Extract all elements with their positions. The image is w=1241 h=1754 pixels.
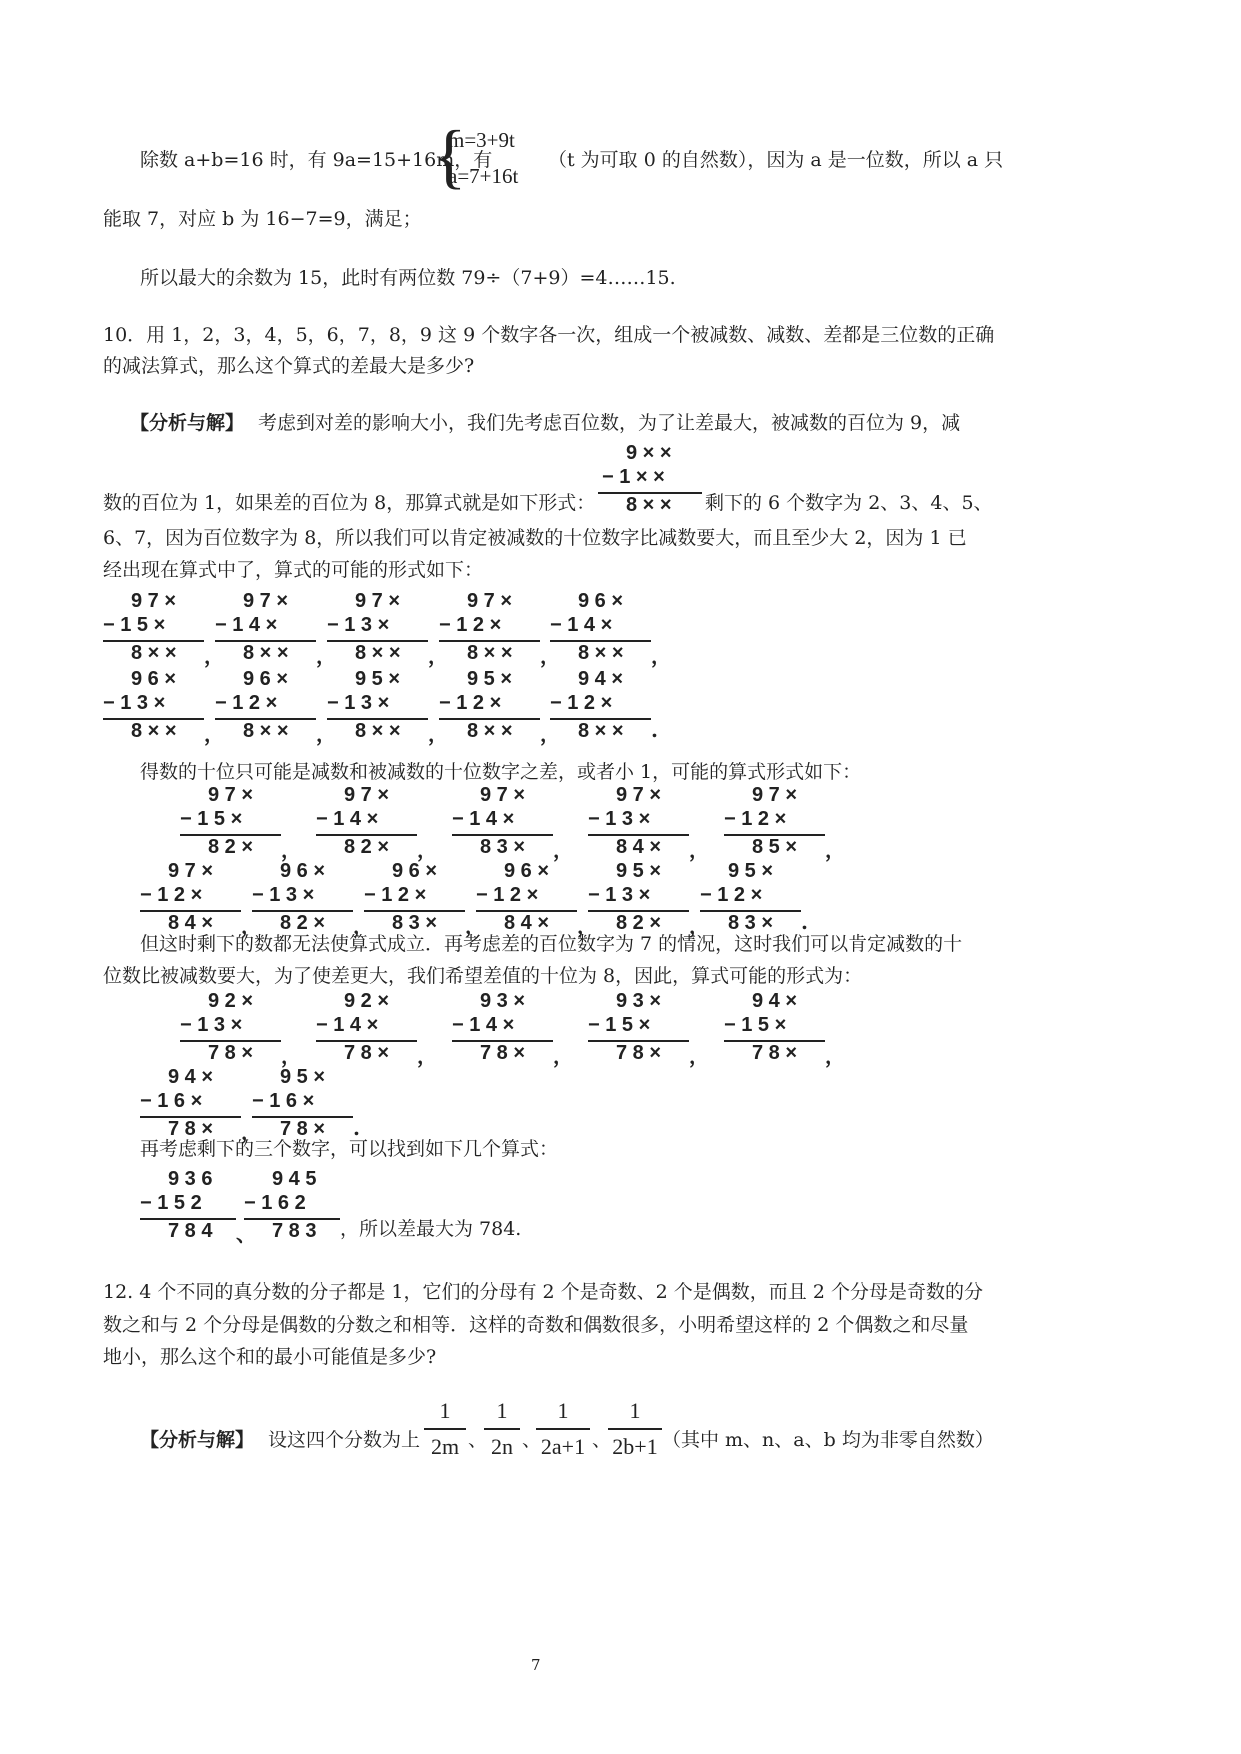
difference: 7 8 4 xyxy=(168,1220,213,1242)
subtraction-expression xyxy=(588,990,693,1068)
subtrahend: − 1 2 × xyxy=(439,692,502,714)
question-12-line: 地小，那么这个和的最小可能值是多少? xyxy=(103,1346,437,1368)
minuend: 9 4 × xyxy=(578,668,624,690)
minuend: 9 2 × xyxy=(344,990,390,1012)
subtrahend: − 1 2 × xyxy=(724,808,787,830)
subtrahend: − 1 2 × xyxy=(215,692,278,714)
text-line: 6、7，因为百位数字为 8，所以我们可以肯定被减数的十位数字比减数要大，而且至少大 2，因为 1 已 xyxy=(103,527,967,549)
minuend: 9 7 × xyxy=(616,784,662,806)
minuend: 9 6 × xyxy=(243,668,289,690)
analysis-tag: 【分析与解】 xyxy=(130,412,245,434)
separator-mark: ， xyxy=(316,722,336,746)
separator-mark: ， xyxy=(241,914,261,938)
minuend: 9 6 × xyxy=(280,860,326,882)
fraction xyxy=(608,1396,662,1462)
separator-mark: ， xyxy=(417,1044,437,1068)
difference: 7 8 × xyxy=(208,1042,254,1064)
denominator: 2b+1 xyxy=(612,1433,658,1459)
separator-mark: ， xyxy=(316,644,336,668)
subtraction-expression xyxy=(252,1066,357,1144)
text-line: 再考虑剩下的三个数字，可以找到如下几个算式： xyxy=(140,1138,559,1160)
subtrahend: − 1 3 × xyxy=(180,1014,243,1036)
subtraction-template xyxy=(598,440,708,520)
left-brace-icon: { xyxy=(432,116,467,196)
subtrahend: − 1 × × xyxy=(602,466,665,488)
minuend: 9 2 × xyxy=(208,990,254,1012)
subtraction-expression xyxy=(316,784,421,862)
minuend: 9 5 × xyxy=(728,860,774,882)
separator-mark: 、 xyxy=(236,1222,256,1246)
minuend: 9 6 × xyxy=(578,590,624,612)
subtraction-expression xyxy=(439,590,544,668)
difference: 7 8 × xyxy=(344,1042,390,1064)
subtrahend: − 1 4 × xyxy=(452,808,515,830)
denominator: 2n xyxy=(491,1433,513,1459)
question-10-line: 10．用 1，2，3，4，5，6，7，8，9 这 9 个数字各一次，组成一个被减数、减数、差都是三位数的正确 xyxy=(103,324,995,346)
subtraction-expression xyxy=(327,668,432,746)
minuend: 9 7 × xyxy=(243,590,289,612)
separator-mark: 、 xyxy=(592,1429,612,1451)
subtrahend: − 1 6 × xyxy=(140,1090,203,1112)
subtraction-expression xyxy=(316,990,421,1068)
separator-mark: ， xyxy=(540,722,560,746)
subtraction-expression xyxy=(588,860,693,938)
numerator: 1 xyxy=(629,1398,641,1423)
subtraction-expression xyxy=(180,784,285,862)
subtrahend: − 1 6 × xyxy=(252,1090,315,1112)
difference: 8 4 × xyxy=(616,836,662,858)
difference: 8 × × xyxy=(355,642,401,664)
denominator: 2m xyxy=(430,1433,460,1459)
denominator: 2a+1 xyxy=(540,1433,586,1459)
separator-mark: . xyxy=(651,718,658,742)
subtrahend: − 1 2 × xyxy=(140,884,203,906)
fraction-bar xyxy=(424,1428,466,1430)
difference: 8 × × xyxy=(467,720,513,742)
difference: 8 × × xyxy=(131,642,177,664)
analysis-tag: 【分析与解】 xyxy=(140,1429,255,1451)
subtraction-expression xyxy=(215,590,320,668)
subtraction-expression xyxy=(452,990,557,1068)
fraction xyxy=(536,1396,590,1462)
question-10-line: 的减法算式，那么这个算式的差最大是多少? xyxy=(103,355,475,377)
difference: 8 × × xyxy=(243,720,289,742)
difference: 8 2 × xyxy=(616,912,662,934)
subtrahend: − 1 6 2 xyxy=(244,1192,306,1214)
difference: 8 2 × xyxy=(208,836,254,858)
difference: 8 × × xyxy=(578,642,624,664)
minuend: 9 × × xyxy=(626,442,672,464)
difference: 8 4 × xyxy=(504,912,550,934)
difference: 7 8 × xyxy=(752,1042,798,1064)
difference: 8 4 × xyxy=(168,912,214,934)
subtrahend: − 1 5 × xyxy=(724,1014,787,1036)
subtrahend: − 1 3 × xyxy=(327,692,390,714)
difference: 8 × × xyxy=(467,642,513,664)
subtrahend: − 1 3 × xyxy=(588,884,651,906)
separator-mark: ， xyxy=(204,722,224,746)
separator-mark: ， xyxy=(825,838,845,862)
subtraction-expression xyxy=(140,1066,245,1144)
fraction xyxy=(424,1396,466,1462)
fraction-bar xyxy=(608,1428,662,1430)
subtrahend: − 1 3 × xyxy=(103,692,166,714)
minuend: 9 7 × xyxy=(208,784,254,806)
subtrahend: − 1 3 × xyxy=(327,614,390,636)
difference: 7 8 × xyxy=(616,1042,662,1064)
subtraction-expression xyxy=(550,668,655,746)
separator-mark: ， xyxy=(651,644,671,668)
minuend: 9 7 × xyxy=(355,590,401,612)
difference: 8 × × xyxy=(578,720,624,742)
minuend: 9 7 × xyxy=(480,784,526,806)
subtraction-expression xyxy=(103,590,208,668)
separator-mark: 、 xyxy=(468,1429,488,1451)
difference: 8 5 × xyxy=(752,836,798,858)
minuend: 9 4 5 xyxy=(272,1168,317,1190)
separator-mark: . xyxy=(801,910,808,934)
difference: 8 3 × xyxy=(392,912,438,934)
subtraction-expression xyxy=(103,668,208,746)
subtraction-expression xyxy=(700,860,805,938)
subtrahend: − 1 2 × xyxy=(550,692,613,714)
numerator: 1 xyxy=(496,1398,508,1423)
difference: 8 3 × xyxy=(480,836,526,858)
separator-mark: ， xyxy=(241,1120,261,1144)
text-line: 所以最大的余数为 15，此时有两位数 79÷（7+9）=4……15. xyxy=(140,267,676,289)
difference: 8 × × xyxy=(131,720,177,742)
subtrahend: − 1 4 × xyxy=(215,614,278,636)
difference: 8 × × xyxy=(243,642,289,664)
difference: 8 × × xyxy=(626,494,672,516)
separator-mark: ， xyxy=(540,644,560,668)
minuend: 9 3 × xyxy=(616,990,662,1012)
difference: 7 8 3 xyxy=(272,1220,317,1242)
separator-mark: ， xyxy=(353,914,373,938)
subtrahend: − 1 4 × xyxy=(316,1014,379,1036)
subtraction-expression xyxy=(244,1168,344,1246)
minuend: 9 5 × xyxy=(616,860,662,882)
subtraction-expression xyxy=(476,860,581,938)
minuend: 9 4 × xyxy=(752,990,798,1012)
subtraction-expression xyxy=(180,990,285,1068)
subtrahend: − 1 5 × xyxy=(103,614,166,636)
difference: 7 8 × xyxy=(480,1042,526,1064)
separator-mark: ， xyxy=(689,838,709,862)
minuend: 9 7 × xyxy=(467,590,513,612)
minuend: 9 6 × xyxy=(131,668,177,690)
question-12-line: 12. 4 个不同的真分数的分子都是 1，它们的分母有 2 个是奇数、2 个是偶数，而且 2 个分母是奇数的分 xyxy=(103,1281,983,1303)
subtrahend: − 1 5 × xyxy=(588,1014,651,1036)
minuend: 9 5 × xyxy=(467,668,513,690)
minuend: 9 3 × xyxy=(480,990,526,1012)
subtrahend: − 1 3 × xyxy=(588,808,651,830)
minuend: 9 5 × xyxy=(280,1066,326,1088)
text-line: 考虑到对差的影响大小，我们先考虑百位数，为了让差最大，被减数的百位为 9，减 xyxy=(258,412,961,434)
fraction xyxy=(484,1396,520,1462)
separator-mark: ， xyxy=(428,644,448,668)
subtrahend: − 1 2 × xyxy=(439,614,502,636)
separator-mark: ， xyxy=(689,1044,709,1068)
subtrahend: − 1 5 × xyxy=(180,808,243,830)
subtrahend: − 1 3 × xyxy=(252,884,315,906)
text-line: 能取 7，对应 b 为 16−7=9，满足； xyxy=(103,208,422,230)
difference: 7 8 × xyxy=(168,1118,214,1140)
separator-mark: ， xyxy=(689,914,709,938)
minuend: 9 6 × xyxy=(504,860,550,882)
subtraction-expression xyxy=(724,784,829,862)
separator-mark: ， xyxy=(825,1044,845,1068)
difference: 8 2 × xyxy=(344,836,390,858)
subtrahend: − 1 2 × xyxy=(364,884,427,906)
subtrahend: − 1 2 × xyxy=(476,884,539,906)
subtraction-expression xyxy=(724,990,829,1068)
difference: 8 3 × xyxy=(728,912,774,934)
subtraction-expression xyxy=(327,590,432,668)
text-line: 设这四个分数为上 xyxy=(268,1429,421,1451)
text-line: （其中 m、n、a、b 均为非零自然数） xyxy=(662,1429,994,1451)
numerator: 1 xyxy=(557,1398,569,1423)
minuend: 9 3 6 xyxy=(168,1168,213,1190)
separator-mark: ， xyxy=(465,914,485,938)
separator-mark: ， xyxy=(428,722,448,746)
subtrahend: − 1 4 × xyxy=(316,808,379,830)
text-line: 除数 a+b=16 时，有 9a=15+16m，有 xyxy=(140,149,493,171)
subtrahend: − 1 4 × xyxy=(452,1014,515,1036)
subtraction-expression xyxy=(140,1168,240,1246)
subtrahend: − 1 2 × xyxy=(700,884,763,906)
separator-mark: ， xyxy=(204,644,224,668)
separator-mark: 、 xyxy=(522,1429,542,1451)
minuend: 9 7 × xyxy=(752,784,798,806)
page-number: 7 xyxy=(531,1656,541,1674)
subtrahend: − 1 5 2 xyxy=(140,1192,202,1214)
subtraction-expression xyxy=(364,860,469,938)
subtraction-expression xyxy=(452,784,557,862)
fraction-bar xyxy=(484,1428,520,1430)
subtraction-expression xyxy=(550,590,655,668)
system-equation-2: a=7+16t xyxy=(448,164,519,188)
question-12-line: 数之和与 2 个分母是偶数的分数之和相等．这样的奇数和偶数很多，小明希望这样的 2 个偶数之和尽量 xyxy=(103,1314,969,1336)
text-line: （t 为可取 0 的自然数），因为 a 是一位数，所以 a 只 xyxy=(548,149,1004,171)
difference: 8 × × xyxy=(355,720,401,742)
text-line: 位数比被减数要大，为了使差更大，我们希望差值的十位为 8，因此，算式可能的形式为： xyxy=(103,965,863,987)
minuend: 9 6 × xyxy=(392,860,438,882)
text-line: 数的百位为 1，如果差的百位为 8，那算式就是如下形式： xyxy=(103,492,596,514)
separator-mark: ， xyxy=(281,1044,301,1068)
separator-mark: ， xyxy=(417,838,437,862)
minuend: 9 7 × xyxy=(168,860,214,882)
subtraction-expression xyxy=(588,784,693,862)
fraction-bar xyxy=(536,1428,590,1430)
difference: 8 2 × xyxy=(280,912,326,934)
text-line: 剩下的 6 个数字为 2、3、4、5、 xyxy=(705,492,993,514)
separator-mark: ， xyxy=(281,838,301,862)
subtraction-expression xyxy=(252,860,357,938)
separator-mark: ， xyxy=(553,838,573,862)
minuend: 9 7 × xyxy=(131,590,177,612)
minuend: 9 7 × xyxy=(344,784,390,806)
subtraction-expression xyxy=(439,668,544,746)
separator-mark: ， xyxy=(577,914,597,938)
text-line: 经出现在算式中了，算式的可能的形式如下： xyxy=(103,559,484,581)
subtraction-expression xyxy=(140,860,245,938)
minuend: 9 5 × xyxy=(355,668,401,690)
minuend: 9 4 × xyxy=(168,1066,214,1088)
subtraction-expression xyxy=(215,668,320,746)
separator-mark: ， xyxy=(553,1044,573,1068)
separator-mark: . xyxy=(353,1116,360,1140)
numerator: 1 xyxy=(439,1398,451,1423)
system-equation-1: m=3+9t xyxy=(448,128,515,152)
text-line: 得数的十位只可能是减数和被减数的十位数字之差，或者小 1，可能的算式形式如下： xyxy=(140,761,862,783)
text-line: ，所以差最大为 784. xyxy=(340,1218,522,1240)
subtrahend: − 1 4 × xyxy=(550,614,613,636)
difference: 7 8 × xyxy=(280,1118,326,1140)
text-line: 但这时剩下的数都无法使算式成立．再考虑差的百位数字为 7 的情况，这时我们可以肯定减数的十 xyxy=(140,933,963,955)
